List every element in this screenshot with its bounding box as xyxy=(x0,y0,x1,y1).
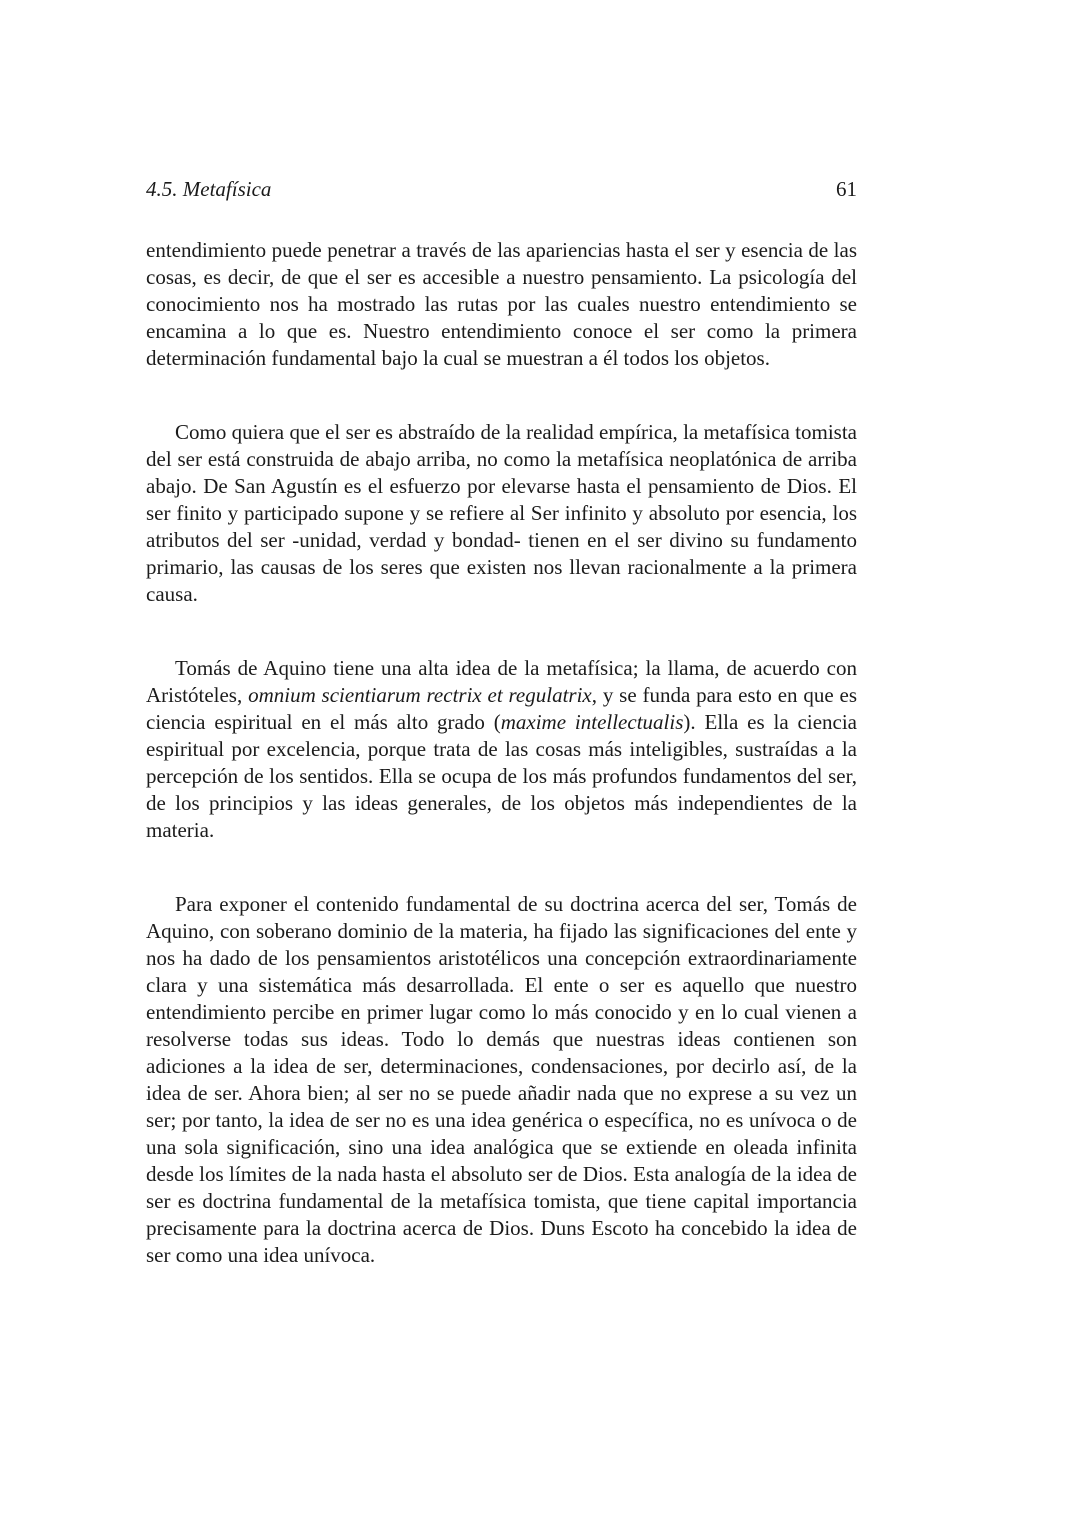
italic-text-segment: omnium scientiarum rectrix et regulatrix xyxy=(248,683,592,707)
text-segment: Para exponer el contenido fundamental de su doctrina acerca del ser, Tomás de Aquino, con soberano dominio de la materia, ha fijado las significaciones del ente y nos ha dado de los pensamientos aristotélicos una concepción extraordinariamente clara y una sistemática más desarrollada. El ente o ser es aquello que nuestro entendimiento percibe en primer lugar como lo más conocido y en lo cual vienen a resolverse todas sus ideas. Todo lo demás que nuestras ideas contienen son adiciones a la idea de ser, determinaciones, condensaciones, por decirlo así, de la idea de ser. Ahora bien; al ser no se puede añadir nada que no exprese a su vez un ser; por tanto, la idea de ser no es una idea genérica o específica, no es unívoca o de una sola significación, sino una idea analógica que se extiende en oleada infinita desde los límites de la nada hasta el absoluto ser de Dios. Esta analogía de la idea de ser es doctrina fundamental de la metafísica tomista, que tiene capital importancia precisamente para la doctrina acerca de Dios. Duns Escoto ha concebido la idea de ser como una idea unívoca. xyxy=(146,892,857,1267)
paragraph xyxy=(146,237,857,372)
text-segment: , y se funda para esto en que es ciencia espiritual en el más alto grado ( xyxy=(146,683,858,734)
text-segment: Como quiera que el ser es abstraído de la realidad empírica, la metafísica tomista del ser está construida de abajo arriba, no como la metafísica neoplatónica de arriba abajo. De San Agustín es el esfuerzo por elevarse hasta el pensamiento de Dios. El ser finito y participado supone y se refiere al Ser infinito y absoluto por esencia, los atributos del ser -unidad, verdad y bondad- tienen en el ser divino su fundamento primario, las causas de los seres que existen nos llevan racionalmente a la primera causa. xyxy=(146,420,857,606)
running-head: 4.5. Metafísica xyxy=(146,177,272,201)
page-number: 61 xyxy=(836,177,857,201)
page-header xyxy=(146,176,857,203)
paragraph xyxy=(146,419,857,608)
paragraph xyxy=(146,891,857,1269)
text-segment: ). Ella es la ciencia espiritual por excelencia, porque trata de las cosas más inteligibles, sustraídas a la percepción de los sentidos. Ella se ocupa de los más profundos fundamentos del ser, de los principios y las ideas generales, de los objetos más independientes de la materia. xyxy=(146,710,857,842)
text-segment: entendimiento puede penetrar a través de las apariencias hasta el ser y esencia de las cosas, es decir, de que el ser es accesible a nuestro pensamiento. La psicología del conocimiento nos ha mostrado las rutas por las cuales nuestro entendimiento se encamina a lo que es. Nuestro entendimiento conoce el ser como la primera determinación fundamental bajo la cual se muestran a él todos los objetos. xyxy=(146,238,857,370)
body-text xyxy=(146,237,857,1269)
paragraph xyxy=(146,655,857,844)
text-segment: Tomás de Aquino tiene una alta idea de la metafísica; la llama, de acuerdo con Aristóteles, xyxy=(146,656,857,707)
italic-text-segment: maxime intellectualis xyxy=(500,710,684,734)
